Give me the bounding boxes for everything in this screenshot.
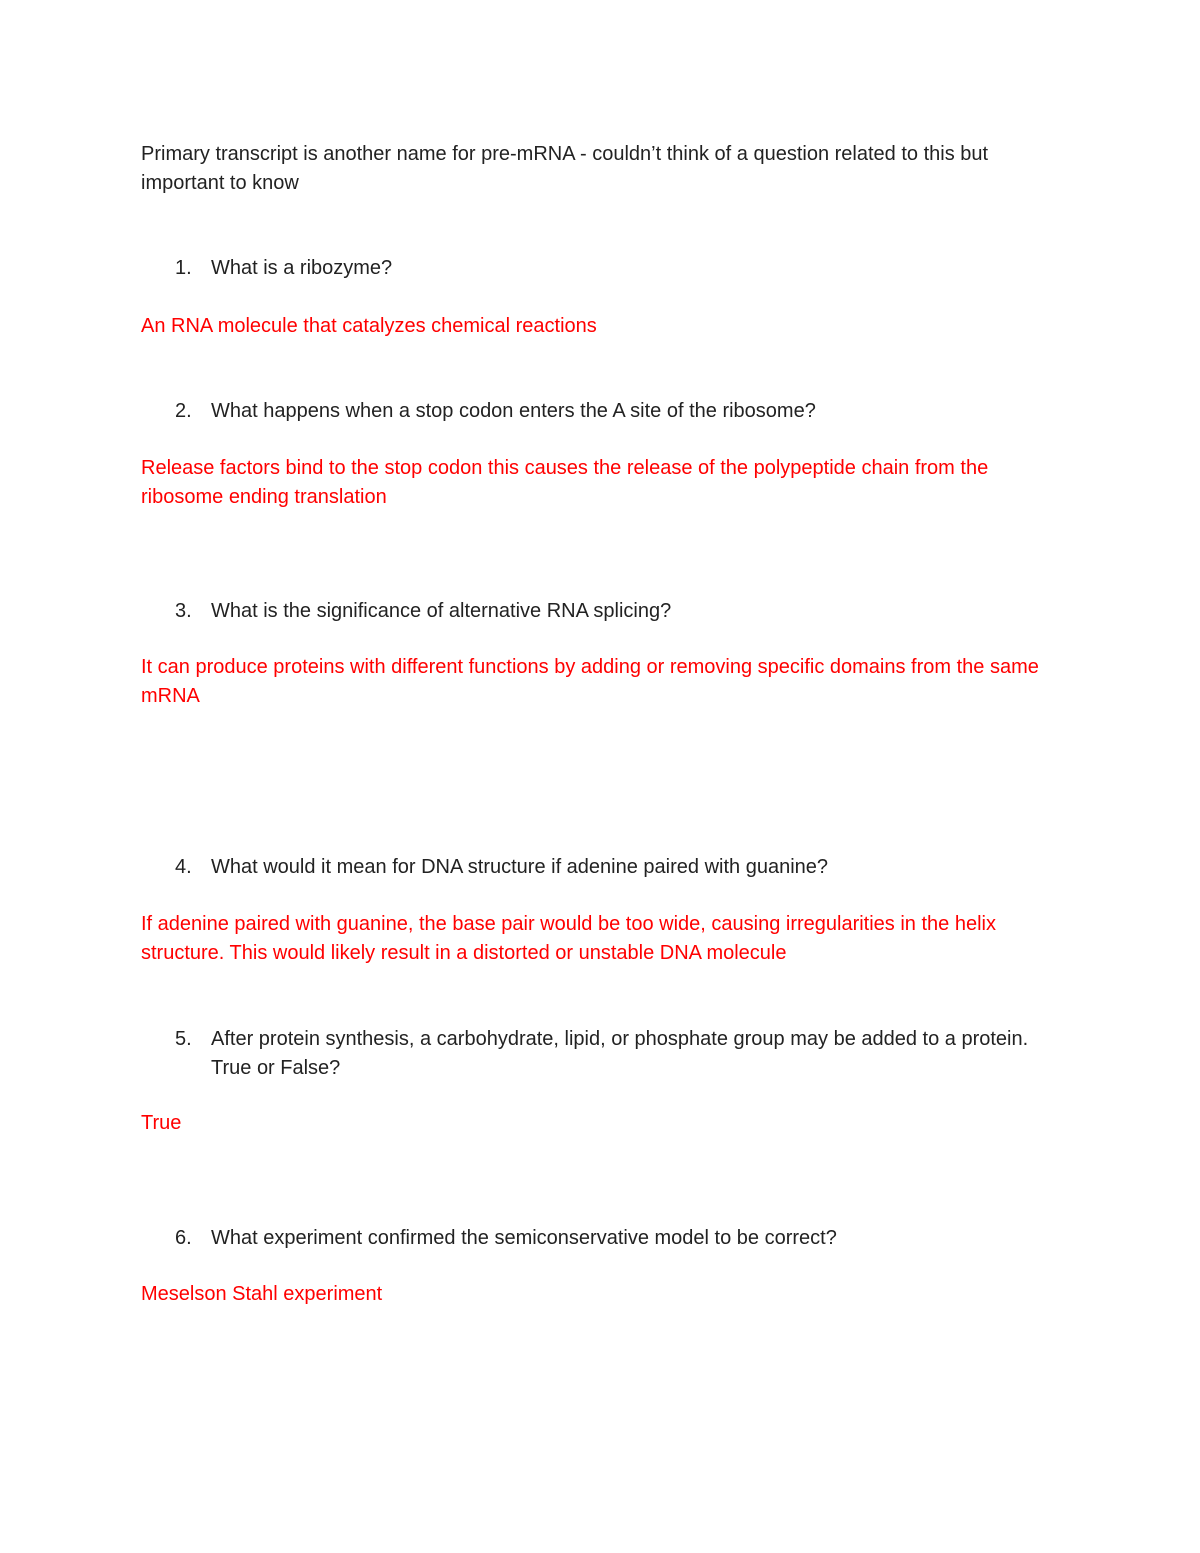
question-text: What is the significance of alternative RNA splicing?	[211, 600, 672, 622]
question-number: 5.	[175, 1028, 192, 1050]
question-6	[141, 1224, 1041, 1253]
question-number: 2.	[175, 400, 192, 422]
intro-paragraph: Primary transcript is another name for pre-mRNA - couldn’t think of a question related to this but important to know	[141, 143, 989, 194]
answer-4: If adenine paired with guanine, the base pair would be too wide, causing irregularities in the helix structure. This would likely result in a distorted or unstable DNA molecule	[141, 913, 996, 964]
question-text: What would it mean for DNA structure if adenine paired with guanine?	[211, 856, 829, 878]
answer-5: True	[141, 1112, 182, 1134]
question-1	[141, 254, 1041, 283]
question-text: What is a ribozyme?	[211, 257, 393, 279]
answer-1: An RNA molecule that catalyzes chemical reactions	[141, 315, 597, 337]
question-number: 3.	[175, 600, 192, 622]
answer-3: It can produce proteins with different functions by adding or removing specific domains from the same mRNA	[141, 656, 1039, 707]
question-3	[141, 597, 1041, 626]
question-number: 1.	[175, 257, 192, 279]
question-2	[141, 397, 1041, 426]
question-text: What happens when a stop codon enters the A site of the ribosome?	[211, 400, 816, 422]
question-number: 4.	[175, 856, 192, 878]
question-text: After protein synthesis, a carbohydrate, lipid, or phosphate group may be added to a protein. True or False?	[211, 1028, 1029, 1079]
question-number: 6.	[175, 1227, 192, 1249]
question-text: What experiment confirmed the semiconservative model to be correct?	[211, 1227, 837, 1249]
answer-2: Release factors bind to the stop codon this causes the release of the polypeptide chain from the ribosome ending translation	[141, 457, 989, 508]
question-5	[141, 1025, 1041, 1082]
answer-6: Meselson Stahl experiment	[141, 1283, 383, 1305]
question-4	[141, 853, 1041, 882]
